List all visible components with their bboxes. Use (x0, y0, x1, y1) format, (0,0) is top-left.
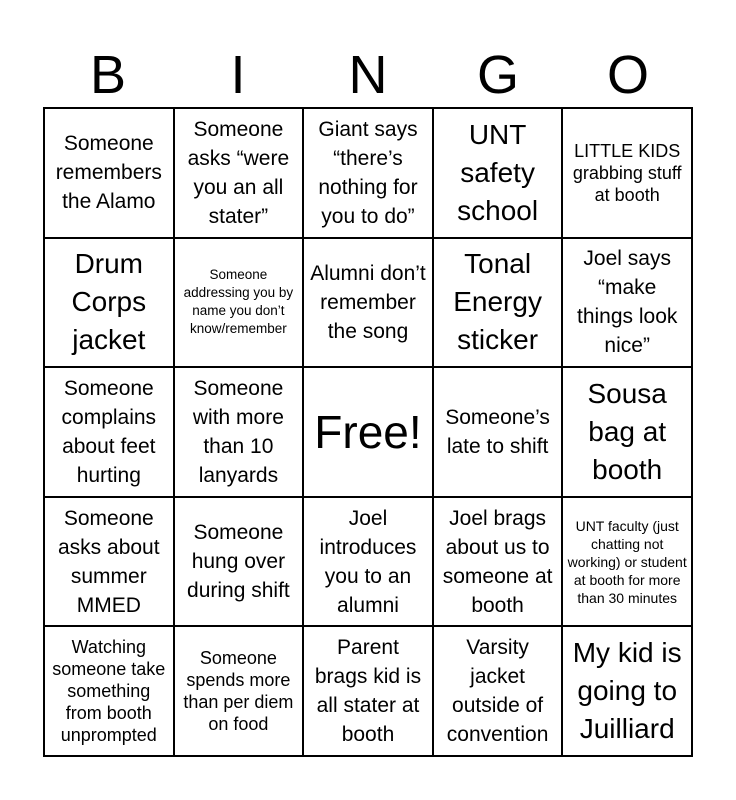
header-letter-g: G (476, 45, 519, 105)
cell-text: Joel introduces you to an alumni (319, 506, 417, 617)
bingo-cell[interactable] (562, 626, 692, 756)
cell-text: Someone asks about summer MMED (58, 506, 160, 617)
cell-text: Giant says “there’s nothing for you to do” (318, 117, 418, 228)
bingo-cell[interactable] (44, 238, 174, 368)
bingo-cell[interactable] (433, 626, 563, 756)
cell-text: Watching someone take something from booth unprompted (52, 637, 166, 746)
header-letter-b: B (89, 45, 127, 105)
cell-text: Someone’s late to shift (445, 405, 550, 458)
cell-text: UNT faculty (just chatting not working) or student at booth for more than 30 minutes (567, 517, 687, 606)
cell-text: Tonal Energy sticker (453, 248, 542, 356)
bingo-cell[interactable] (174, 238, 304, 368)
bingo-cell[interactable] (433, 367, 563, 497)
free-space-text: Free! (314, 405, 422, 458)
bingo-cell[interactable] (44, 497, 174, 627)
cell-text: Parent brags kid is all stater at booth (314, 636, 422, 747)
bingo-cell[interactable] (303, 108, 433, 238)
bingo-header (43, 42, 693, 108)
cell-text: Alumni don’t remember the song (310, 261, 426, 343)
cell-text: Someone hung over during shift (187, 521, 290, 603)
bingo-cell[interactable] (433, 238, 563, 368)
bingo-cell[interactable] (303, 626, 433, 756)
cell-text: UNT safety school (457, 118, 539, 226)
cell-text: Someone asks “were you an all stater” (187, 117, 290, 228)
bingo-cell[interactable] (562, 497, 692, 627)
cell-text: Someone addressing you by name you don’t know/remember (183, 267, 294, 337)
cell-text: Joel brags about us to someone at booth (442, 506, 553, 617)
header-letter-n: N (348, 45, 388, 105)
bingo-cell[interactable] (303, 497, 433, 627)
header-letter-i: I (230, 45, 246, 105)
bingo-cell[interactable] (433, 497, 563, 627)
cell-text: Sousa bag at booth (587, 377, 667, 485)
cell-text: Someone with more than 10 lanyards (192, 376, 284, 487)
cell-text: Someone complains about feet hurting (61, 376, 157, 487)
bingo-cell[interactable] (174, 497, 304, 627)
bingo-cell[interactable] (44, 367, 174, 497)
bingo-cell[interactable] (44, 108, 174, 238)
bingo-grid (43, 107, 693, 757)
cell-text: My kid is going to Juilliard (572, 637, 682, 745)
cell-text: LITTLE KIDS grabbing stuff at booth (572, 140, 682, 205)
bingo-cell[interactable] (44, 626, 174, 756)
free-space[interactable] (303, 367, 433, 497)
bingo-cell[interactable] (303, 238, 433, 368)
bingo-cell[interactable] (174, 108, 304, 238)
bingo-cell[interactable] (562, 238, 692, 368)
bingo-cell[interactable] (174, 626, 304, 756)
cell-text: Someone spends more than per diem on food (183, 648, 294, 735)
cell-text: Joel says “make things look nice” (576, 247, 678, 358)
bingo-cell[interactable] (174, 367, 304, 497)
header-letter-o: O (606, 45, 649, 105)
bingo-cell[interactable] (562, 367, 692, 497)
bingo-cell[interactable] (562, 108, 692, 238)
bingo-cell[interactable] (433, 108, 563, 238)
cell-text: Someone remembers the Alamo (55, 132, 162, 214)
cell-text: Drum Corps jacket (71, 248, 147, 356)
cell-text: Varsity jacket outside of convention (446, 636, 549, 747)
